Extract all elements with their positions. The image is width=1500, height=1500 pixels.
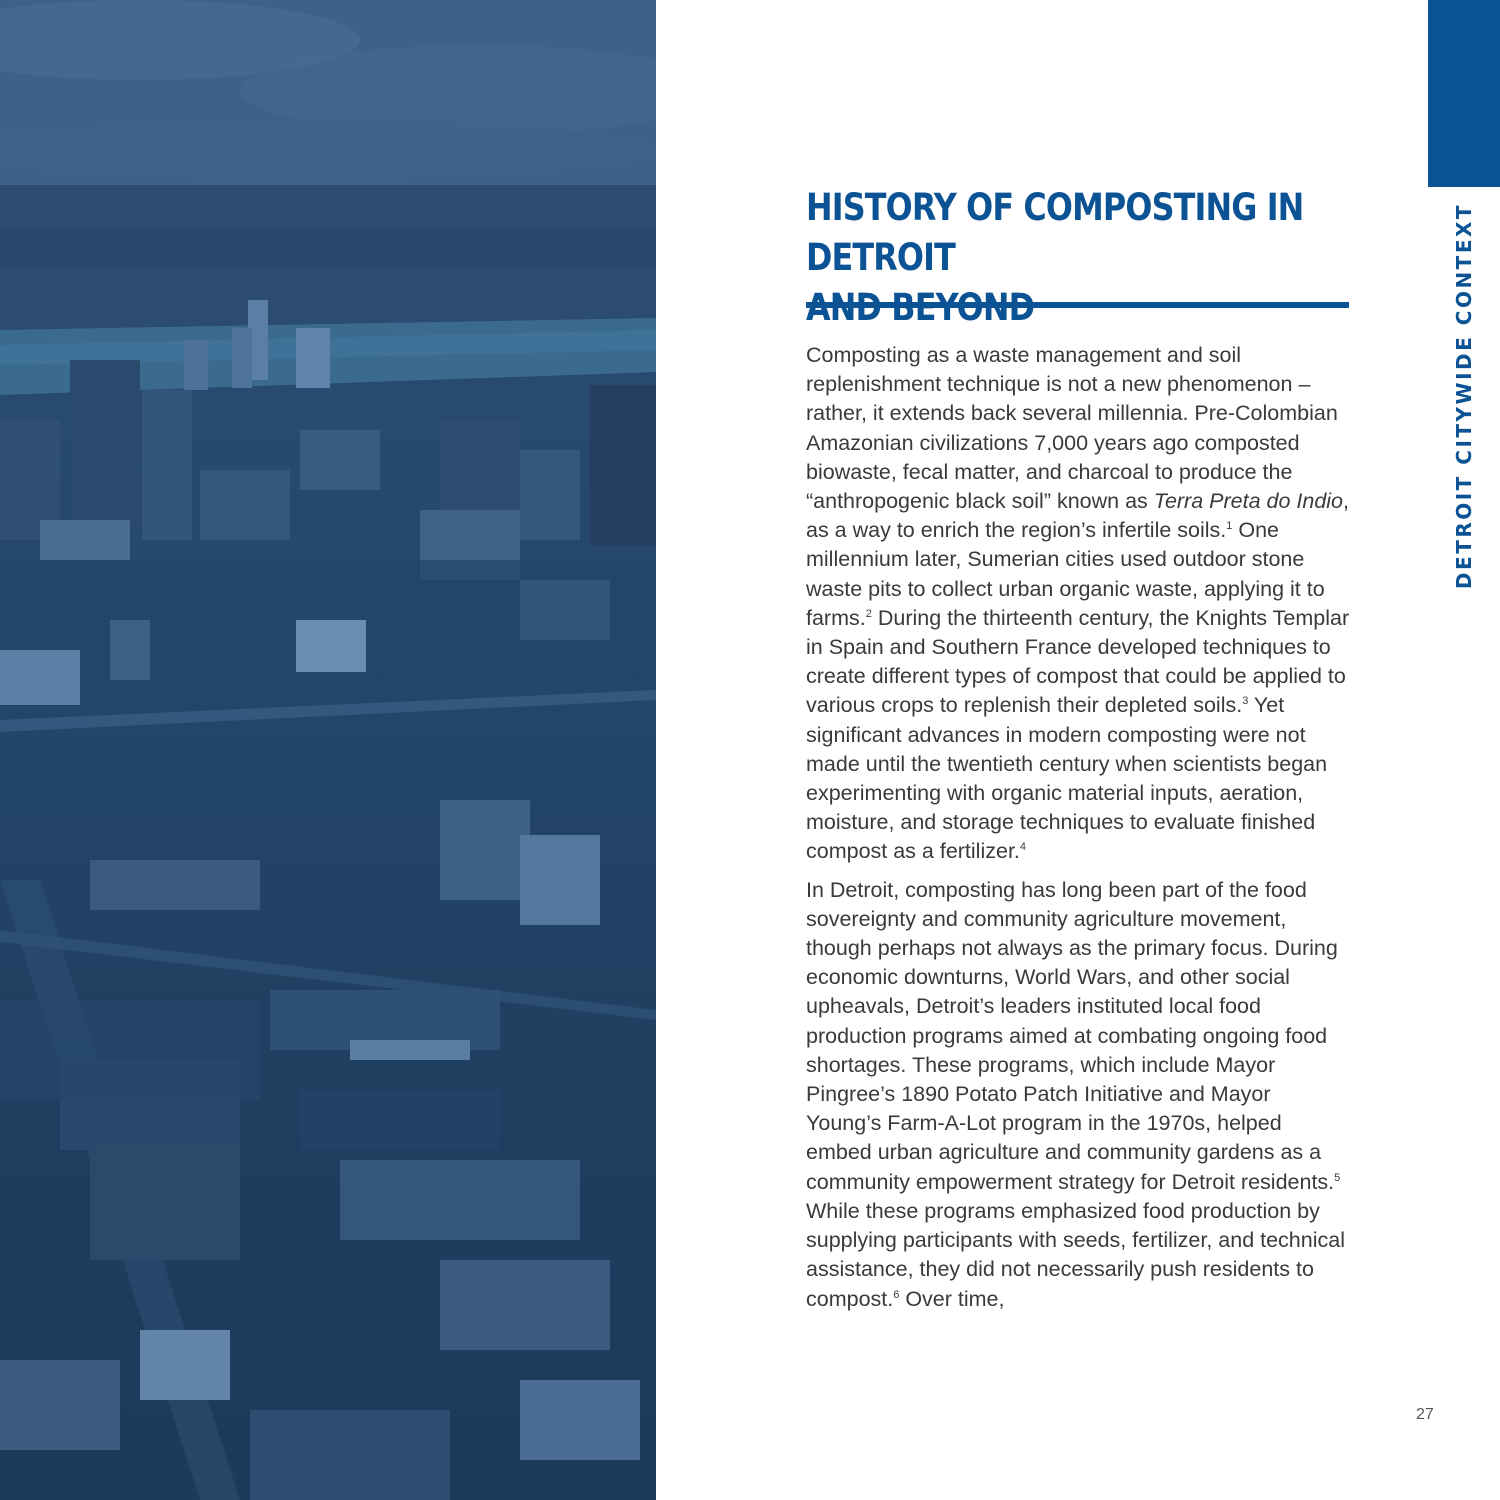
aerial-city-illustration bbox=[0, 0, 656, 1500]
footnote-ref: 3 bbox=[1242, 695, 1249, 708]
paragraph-1-text: One millennium later, Sumerian cities used outdoor stone waste pits to collect urban organic waste, applying it to farms. bbox=[806, 518, 1325, 630]
footnote-ref: 5 bbox=[1334, 1171, 1341, 1184]
paragraph-1 bbox=[806, 341, 1351, 867]
chapter-tab bbox=[1428, 0, 1500, 187]
footnote-ref: 2 bbox=[865, 607, 872, 620]
footnote-ref: 6 bbox=[893, 1288, 900, 1301]
terra-preta-italic: Terra Preta do Indio bbox=[1153, 489, 1344, 514]
body-text bbox=[806, 341, 1351, 1323]
footnote-ref: 4 bbox=[1019, 841, 1027, 854]
paragraph-2 bbox=[806, 876, 1351, 1314]
page-title bbox=[806, 183, 1356, 333]
paragraph-2-text: Over time, bbox=[899, 1286, 1005, 1311]
paragraph-2-text: In Detroit, composting has long been part of the food sovereignty and community agriculture movement, though perhaps not always as the primary focus. During economic downturns, World Wars, and other social upheavals, Detroit’s leaders instituted local food production programs aimed at combating ongoing food shortages. These programs, which include Mayor Pingree’s 1890 Potato Patch Initiative and Mayor Young’s Farm-A-Lot program in the 1970s, helped embed urban agriculture and community gardens as a community empowerment strategy for Detroit residents. bbox=[806, 877, 1338, 1194]
paragraph-1-text: Composting as a waste management and soil replenishment technique is not a new phenomenon – rather, it extends back several millennia. Pre-Colombian Amazonian civilizations 7,000 years ago composted biowaste, fecal matter, and charcoal to produce the “anthropogenic black soil” known as bbox=[806, 343, 1338, 514]
page-number: 27 bbox=[1416, 1406, 1434, 1423]
main-content bbox=[806, 183, 1351, 1311]
chapter-label: DETROIT CITYWIDE CONTEXT bbox=[1452, 202, 1476, 590]
paragraph-1-text: Yet significant advances in modern composting were not made until the twentieth century when scientists began experimenting with organic material inputs, aeration, moisture, and storage techniques to evaluate finished compost as a fertilizer. bbox=[806, 693, 1328, 864]
aerial-city-photo bbox=[0, 0, 656, 1500]
footnote-ref: 1 bbox=[1226, 520, 1233, 533]
paragraph-2-text: While these programs emphasized food production by supplying participants with seeds, fertilizer, and technical assistance, they did not necessarily push residents to compost. bbox=[806, 1198, 1345, 1311]
paragraph-1-text: During the thirteenth century, the Knights Templar in Spain and Southern France developed techniques to create different types of compost that could be applied to various crops to replenish their depleted soils. bbox=[806, 605, 1350, 718]
title-divider bbox=[806, 302, 1349, 308]
title-line-1: HISTORY OF COMPOSTING IN DETROIT bbox=[806, 186, 1304, 279]
paragraph-1-text: , as a way to enrich the region’s infertile soils. bbox=[806, 489, 1350, 543]
